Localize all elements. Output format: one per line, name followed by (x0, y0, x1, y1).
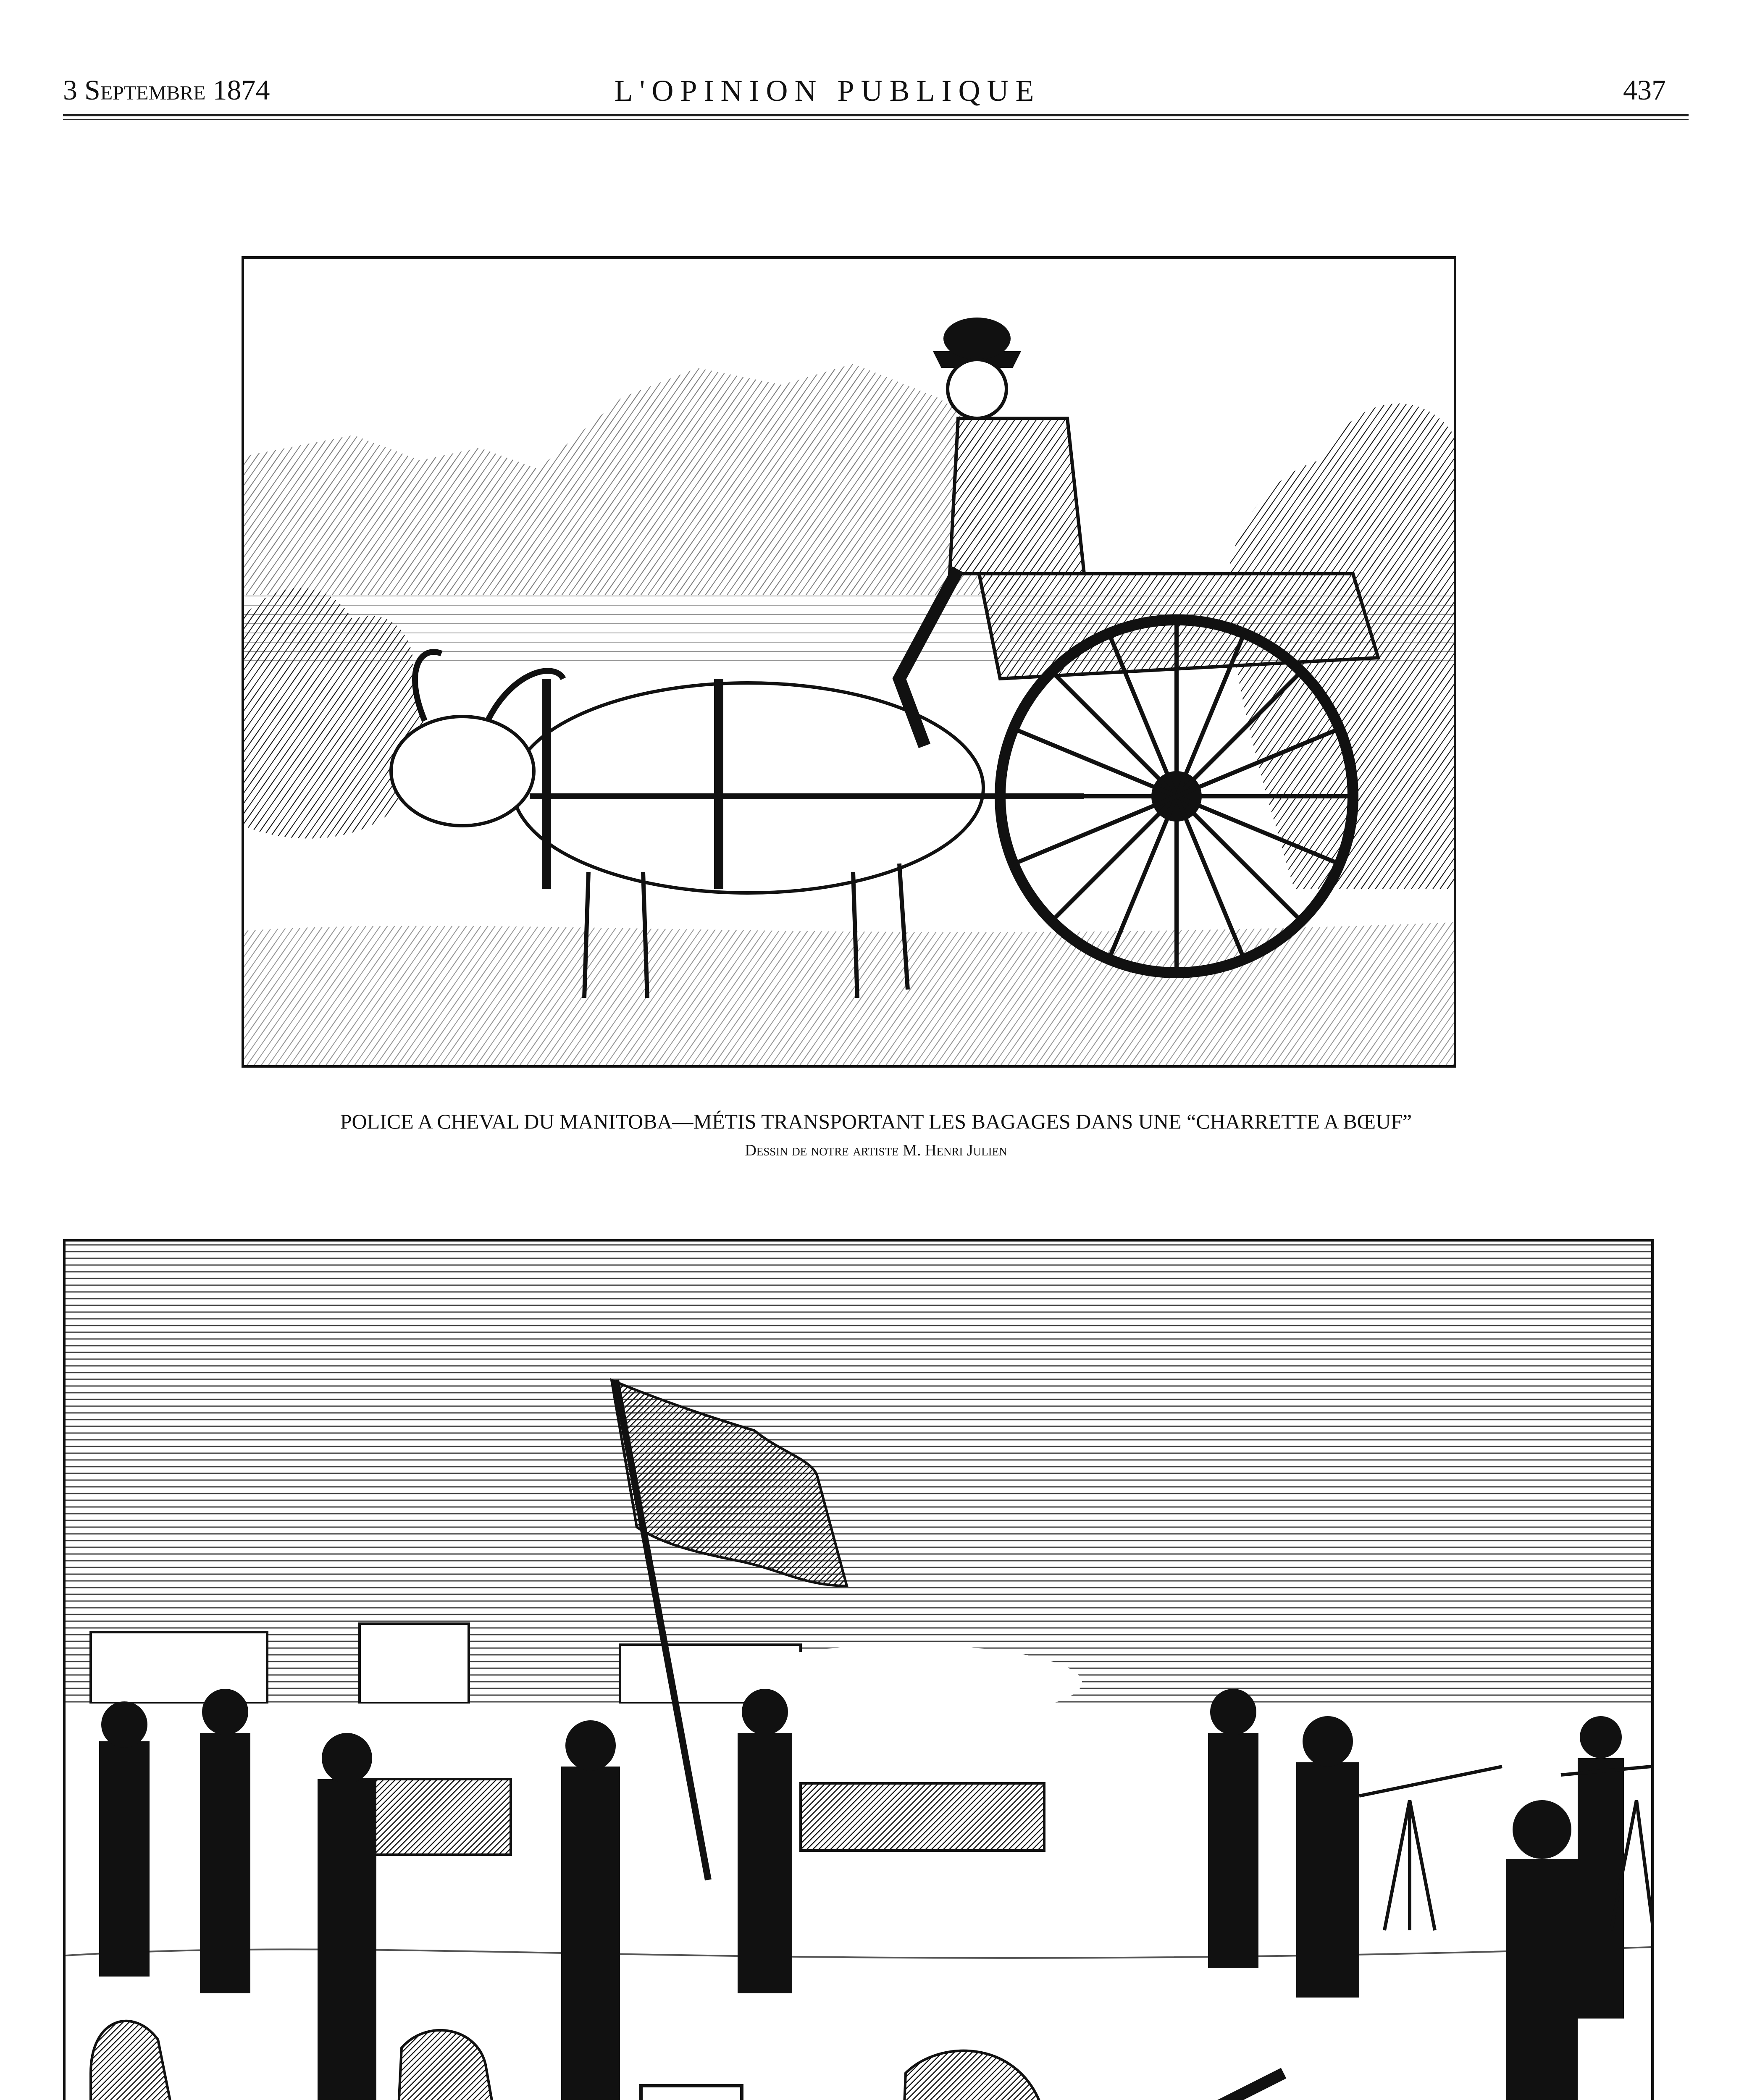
ox-horns (415, 652, 563, 721)
engraving-shooting-range (63, 1239, 1654, 2100)
ox-head (391, 717, 534, 826)
cart-wheel (1000, 620, 1353, 973)
issue-date: 3 Septembre 1874 (63, 74, 270, 106)
figure-caption: POLICE A CHEVAL DU MANITOBA—MÉTIS TRANSPORTANT LES BAGAGES DANS UNE “CHARRETTE A BŒUF” (340, 1110, 1412, 1133)
mountains (244, 364, 1042, 595)
page-number: 437 (1623, 74, 1666, 106)
field (66, 1704, 1651, 2100)
sky (66, 1242, 1651, 1704)
header-rule-thin (63, 119, 1689, 120)
newspaper-title: L'OPINION PUBLIQUE (614, 74, 1041, 108)
ox-cart-illustration (244, 259, 1454, 1065)
engraving-ox-cart (242, 256, 1456, 1068)
shooting-range-illustration (66, 1242, 1651, 2100)
header-rule (63, 114, 1689, 116)
figure-credit: Dessin de notre artiste M. Henri Julien (745, 1142, 1007, 1159)
